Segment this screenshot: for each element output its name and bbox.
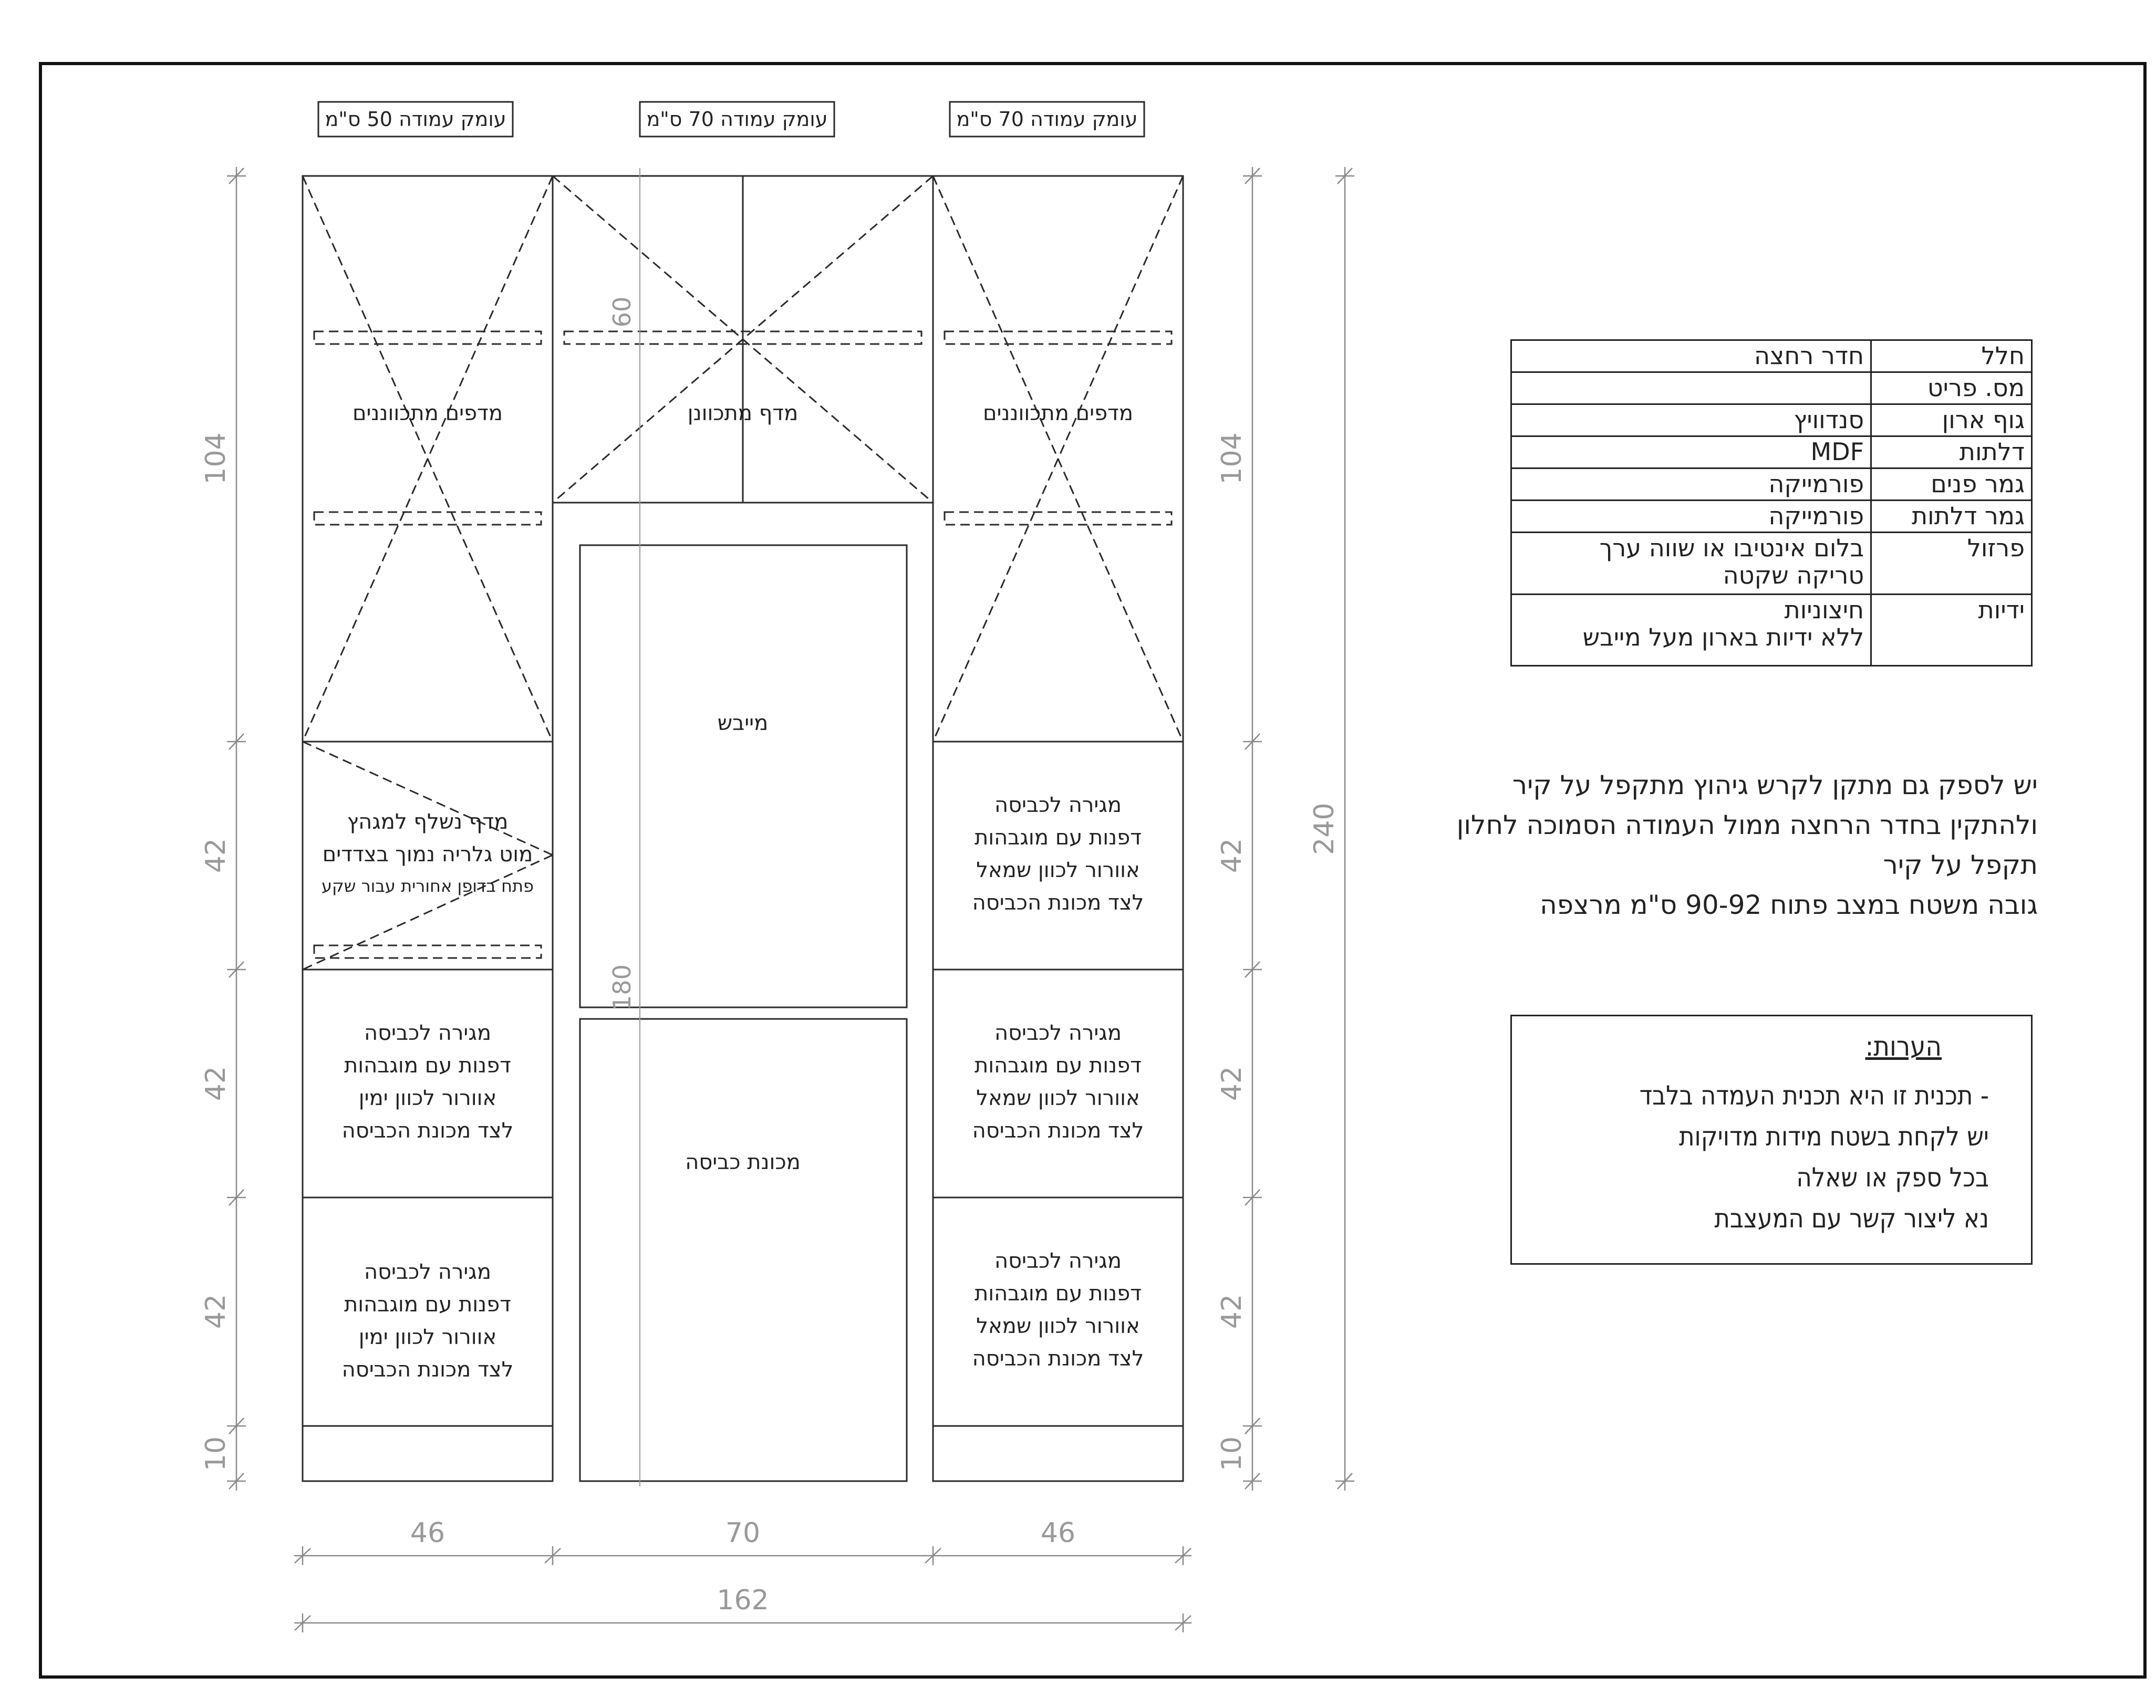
right-drawer3-line2: דפנות עם מוגבהות: [974, 1282, 1142, 1306]
left-drawer1-line3: אוורור לכוון ימין: [358, 1086, 497, 1110]
right-dim-2: 42: [1216, 838, 1248, 873]
remark-line-1: - תכנית זו היא תכנית העמדה בלבד: [1639, 1080, 1989, 1111]
right-drawer3-line4: לצד מכונת הכביסה: [972, 1347, 1144, 1371]
bottom-dim-1: 46: [410, 1517, 445, 1549]
center-dim-upper: 60: [608, 296, 636, 328]
spec-value-line: טריקה שקטה: [1723, 561, 1864, 589]
right-drawer2-line4: לצד מכונת הכביסה: [972, 1119, 1144, 1143]
spec-row: [1511, 468, 2032, 501]
column-header-center: עומק עמודה 70 ס"מ: [646, 108, 828, 131]
spec-value: פורמייקה: [1511, 468, 1871, 501]
spec-row: [1511, 595, 2032, 666]
note-line-1: יש לספק גם מתקן לקרש גיהוץ מתקפל על קיר: [1512, 770, 2038, 800]
spec-value: [1511, 533, 1871, 595]
left-drawer1-line4: לצד מכונת הכביסה: [341, 1119, 514, 1143]
right-drawer1-line1: מגירה לכביסה: [994, 793, 1122, 817]
spec-key: גמר פנים: [1871, 468, 2032, 501]
total-width-dim: 162: [717, 1585, 769, 1616]
bottom-dim-3: 46: [1040, 1517, 1076, 1549]
left-drawer2-line4: לצד מכונת הכביסה: [341, 1358, 514, 1382]
right-drawer2-line2: דפנות עם מוגבהות: [974, 1054, 1142, 1078]
spec-key: ידיות: [1871, 595, 2032, 666]
left-drawer1-line2: דפנות עם מוגבהות: [344, 1054, 512, 1078]
left-middle-line3: פתח בדופן אחורית עבור שקע: [322, 876, 534, 896]
left-dim-5: 10: [200, 1436, 232, 1472]
right-dim-4: 42: [1216, 1294, 1248, 1329]
left-drawer2-line3: אוורור לכוון ימין: [358, 1325, 497, 1349]
spec-value-line: ללא ידיות בארון מעל מייבש: [1582, 623, 1864, 651]
right-drawer1-line2: דפנות עם מוגבהות: [974, 826, 1142, 850]
left-middle-line2: מוט גלריה נמוך בצדדים: [322, 842, 533, 867]
spec-value-line: חיצוניות: [1784, 596, 1864, 624]
dryer-outline: [580, 545, 907, 1007]
right-dim-1: 104: [1216, 432, 1248, 485]
spec-key: פרזול: [1871, 533, 2032, 595]
left-dim-3: 42: [200, 1066, 232, 1101]
remarks-box: [1510, 1015, 2033, 1265]
spec-row: [1511, 404, 2032, 436]
remark-line-4: נא ליצור קשר עם המעצבת: [1714, 1203, 1989, 1234]
spec-value: פורמייקה: [1511, 501, 1871, 533]
remark-line-3: בכל ספק או שאלה: [1796, 1162, 1989, 1193]
left-drawer2-line1: מגירה לכביסה: [364, 1260, 492, 1284]
left-upper-label: מדפים מתכווננים: [352, 401, 503, 425]
spec-table: [1510, 339, 2033, 666]
spec-value-line: בלום אינטיבו או שווה ערך: [1599, 534, 1864, 562]
spec-row: [1511, 340, 2032, 372]
right-dim-5: 10: [1216, 1436, 1248, 1472]
washer-label: מכונת כביסה: [685, 1150, 801, 1174]
right-drawer1-line3: אוורור לכוון שמאל: [976, 858, 1140, 882]
spec-value: סנדוויץ: [1511, 404, 1871, 436]
left-middle-line1: מדף נשלף למגהץ: [347, 810, 509, 834]
right-drawer1-line4: לצד מכונת הכביסה: [972, 891, 1144, 915]
right-dim-3: 42: [1216, 1066, 1248, 1101]
left-dim-2: 42: [200, 838, 232, 873]
right-upper-label: מדפים מתכווננים: [982, 401, 1134, 425]
spec-value: [1511, 595, 1871, 666]
right-drawer2-line1: מגירה לכביסה: [994, 1021, 1122, 1045]
right-drawer2-line3: אוורור לכוון שמאל: [976, 1086, 1140, 1110]
right-drawer3-line3: אוורור לכוון שמאל: [976, 1314, 1140, 1338]
washer-outline: [580, 1019, 907, 1481]
left-drawer1-line1: מגירה לכביסה: [364, 1021, 492, 1045]
remark-line-2: יש לקחת בשטח מידות מדויקות: [1678, 1121, 1989, 1152]
column-header-right: עומק עמודה 70 ס"מ: [956, 108, 1138, 131]
bottom-dim-2: 70: [725, 1517, 761, 1549]
left-drawer2-line2: דפנות עם מוגבהות: [344, 1293, 512, 1317]
spec-row: [1511, 501, 2032, 533]
left-dim-4: 42: [200, 1294, 232, 1329]
remarks-title: הערות:: [1865, 1031, 1942, 1063]
total-height-dim: 240: [1309, 803, 1340, 855]
center-dim-lower: 180: [608, 964, 636, 1011]
note-line-2: ולהתקין בחדר הרחצה ממול העמודה הסמוכה לחלון: [1456, 810, 2038, 840]
right-drawer3-line1: מגירה לכביסה: [994, 1249, 1122, 1273]
note-line-3: תקפל על קיר: [1883, 850, 2038, 880]
spec-key: מס. פריט: [1871, 372, 2032, 404]
dryer-label: מייבש: [717, 711, 769, 735]
column-header-left: עומק עמודה 50 ס"מ: [325, 108, 506, 131]
left-dim-1: 104: [200, 432, 232, 485]
spec-row: [1511, 533, 2032, 595]
note-line-4: גובה משטח במצב פתוח 90-92 ס"מ מרצפה: [1540, 890, 2038, 920]
spec-key: דלתות: [1871, 436, 2032, 468]
spec-row: [1511, 372, 2032, 404]
spec-key: גוף ארון: [1871, 404, 2032, 436]
spec-value: MDF: [1511, 436, 1871, 468]
spec-key: גמר דלתות: [1871, 501, 2032, 533]
spec-key: חלל: [1871, 340, 2032, 372]
spec-row: [1511, 436, 2032, 468]
spec-value: חדר רחצה: [1511, 340, 1871, 372]
center-upper-label: מדף מתכוונן: [687, 401, 799, 425]
spec-value: [1511, 372, 1871, 404]
